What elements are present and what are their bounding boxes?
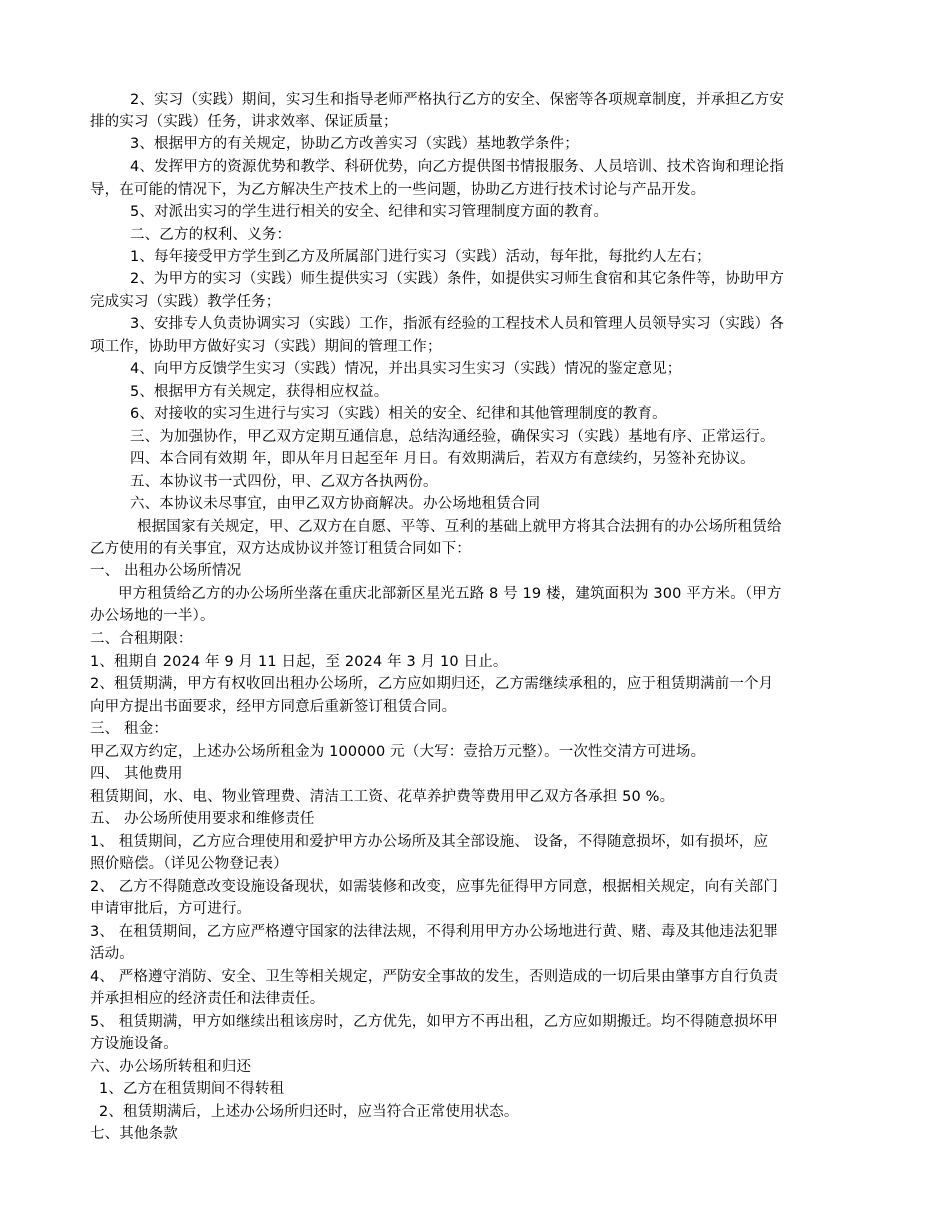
text-line: 2、实习（实践）期间，实习生和指导老师严格执行乙方的安全、保密等各项规章制度，并承担乙方安 bbox=[130, 92, 784, 108]
text-line: 4、向甲方反馈学生实习（实践）情况，并出具实习生实习（实践）情况的鉴定意见； bbox=[130, 361, 682, 377]
text-line: 1、 租赁期间，乙方应合理使用和爱护甲方办公场所及其全部设施、 设备，不得随意损坏，如有损坏，应 bbox=[90, 834, 769, 850]
text-line: 4、发挥甲方的资源优势和教学、科研优势，向乙方提供图书情报服务、人员培训、技术咨询和理论指 bbox=[130, 159, 784, 175]
text-line: 3、安排专人负责协调实习（实践）工作，指派有经验的工程技术人员和管理人员领导实习（实践）各 bbox=[130, 316, 784, 332]
text-line: 1、每年接受甲方学生到乙方及所属部门进行实习（实践）活动，每年批，每批约人左右； bbox=[130, 249, 711, 265]
text-line: 3、 在租赁期间，乙方应严格遵守国家的法律法规，不得利用甲方办公场地进行黄、赌、毒及其他违法犯罪 bbox=[90, 924, 779, 940]
text-line: 导，在可能的情况下，为乙方解决生产技术上的一些问题，协助乙方进行技术讨论与产品开发。 bbox=[90, 182, 706, 198]
text-line: 根据国家有关规定，甲、乙双方在自愿、平等、互利的基础上就甲方将其合法拥有的办公场所租赁给 bbox=[137, 519, 782, 535]
text-line: 1、租期自 2024 年 9 月 11 日起，至 2024 年 3 月 10 日止。 bbox=[90, 654, 508, 670]
text-line: 2、 乙方不得随意改变设施设备现状，如需装修和改变，应事先征得甲方同意，根据相关规定，向有关部门 bbox=[90, 879, 779, 895]
section-heading: 五、 办公场所使用要求和维修责任 bbox=[90, 811, 315, 827]
text-line: 5、 租赁期满，甲方如继续出租该房时，乙方优先，如甲方不再出租，乙方应如期搬迁。均不得随意损坏甲 bbox=[90, 1014, 779, 1030]
section-heading: 四、本合同有效期 年，即从年月日起至年 月日。有效期满后，若双方有意续约，另签补充协议。 bbox=[130, 451, 755, 467]
text-line: 5、对派出实习的学生进行相关的安全、纪律和实习管理制度方面的教育。 bbox=[130, 204, 609, 220]
text-line: 完成实习（实践）教学任务； bbox=[90, 294, 281, 310]
text-line: 项工作，协助甲方做好实习（实践）期间的管理工作； bbox=[90, 339, 442, 355]
text-line: 方设施设备。 bbox=[90, 1036, 178, 1052]
text-line: 乙方使用的有关事宜，双方达成协议并签订租赁合同如下： bbox=[90, 541, 471, 557]
text-line: 申请审批后，方可进行。 bbox=[90, 901, 252, 917]
text-line: 1、乙方在租赁期间不得转租 bbox=[99, 1081, 285, 1097]
text-line: 排的实习（实践）任务，讲求效率、保证质量； bbox=[90, 114, 398, 130]
section-heading: 五、本协议书一式四份，甲、乙双方各执两份。 bbox=[130, 474, 438, 490]
text-line: 并承担相应的经济责任和法律责任。 bbox=[90, 991, 325, 1007]
section-heading: 一、 出租办公场所情况 bbox=[90, 563, 242, 579]
text-line: 3、根据甲方的有关规定，协助乙方改善实习（实践）基地教学条件； bbox=[130, 136, 579, 152]
section-heading: 四、 其他费用 bbox=[90, 766, 183, 782]
section-heading: 三、为加强协作，甲乙双方定期互通信息，总结沟通经验，确保实习（实践）基地有序、正常运行。 bbox=[130, 429, 775, 445]
text-line: 2、租赁期满后，上述办公场所归还时，应当符合正常使用状态。 bbox=[99, 1104, 519, 1120]
section-heading: 二、合租期限： bbox=[90, 631, 193, 647]
text-line: 租赁期间，水、电、物业管理费、清洁工工资、花草养护费等费用甲乙双方各承担 50 %。 bbox=[90, 789, 675, 805]
text-line: 照价赔偿。（详见公物登记表） bbox=[90, 856, 288, 872]
text-line: 向甲方提出书面要求，经甲方同意后重新签订租赁合同。 bbox=[90, 699, 457, 715]
section-heading: 六、本协议未尽事宜，由甲乙双方协商解决。办公场地租赁合同 bbox=[130, 496, 541, 512]
text-line: 6、对接收的实习生进行与实习（实践）相关的安全、纪律和其他管理制度的教育。 bbox=[130, 406, 667, 422]
text-line: 甲乙双方约定，上述办公场所租金为 100000 元（大写：壹拾万元整）。一次性交清方可进场。 bbox=[90, 744, 706, 760]
text-line: 4、 严格遵守消防、安全、卫生等相关规定，严防安全事故的发生，否则造成的一切后果由肇事方自行负责 bbox=[90, 969, 779, 985]
text-line: 办公场地的一半）。 bbox=[90, 608, 215, 624]
section-heading: 六、办公场所转租和归还 bbox=[90, 1059, 252, 1075]
section-heading: 三、 租金： bbox=[90, 721, 169, 737]
text-line: 5、根据甲方有关规定，获得相应权益。 bbox=[130, 384, 389, 400]
section-heading: 七、其他条款 bbox=[90, 1126, 178, 1142]
text-line: 活动。 bbox=[90, 946, 134, 962]
text-line: 2、为甲方的实习（实践）师生提供实习（实践）条件，如提供实习师生食宿和其它条件等，协助甲方 bbox=[130, 271, 784, 287]
section-heading: 二、乙方的权利、义务： bbox=[130, 227, 292, 243]
text-line: 2、租赁期满，甲方有权收回出租办公场所，乙方应如期归还，乙方需继续承租的，应于租赁期满前一个月 bbox=[90, 676, 774, 692]
text-line: 甲方租赁给乙方的办公场所坐落在重庆北部新区星光五路 8 号 19 楼，建筑面积为 300 平方米。（甲方 bbox=[118, 586, 782, 602]
